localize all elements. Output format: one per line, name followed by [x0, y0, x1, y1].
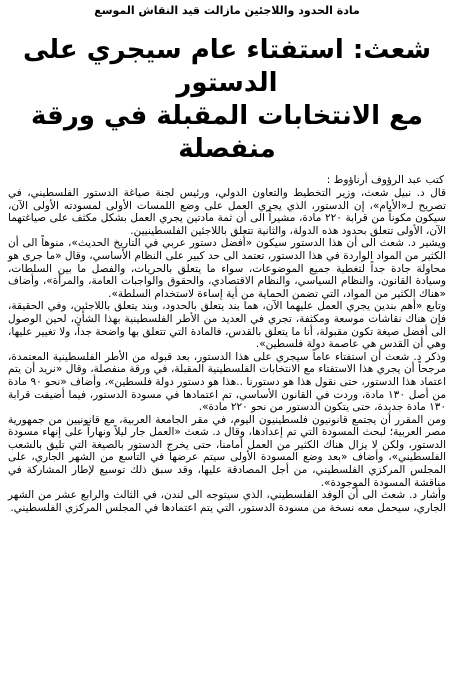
article-kicker: مادة الحدود واللاجئين مازالت قيد النقاش الموسع [94, 4, 360, 17]
article-headline [8, 34, 446, 166]
article-paragraph-4: وذكر د. شعث أن استفتاء عاماً سيجري على هذا الدستور، بعد قبوله من الأطر الفلسطينية المعتمدة، مرجحاً أن يجري هذا الاستفتاء مع الانتخابات الفلسطينية المقبلة، في ورقة منفصلة، وقال «نريد أن يتم اعتماد هذا الدستور، حتى نقول هذا هو دستورنا ..هذا هو دستور دولة فلسطين»، وأضاف «نحو ٩٠ مادة من أصل ١٣٠ مادة، وردت في القانون الأساسي، تم اعتمادها في مسودة الدستور، فيما أضيفت قرابة ١٣٠ مادة جديدة، حتى يتكون الدستور من نحو ٢٢٠ مادة». [8, 350, 446, 414]
headline-line-2: مع الانتخابات المقبلة في ورقة منفصلة [31, 101, 423, 164]
article-body [8, 187, 446, 514]
article-paragraph-5: ومن المقرر أن يجتمع قانونيون فلسطينيون اليوم، في مقر الجامعة العربية، مع قانونيين من جمهورية مصر العربية؛ لبحث المسودة التي تم إعدادها، وقال د. شعث «العمل جار ليلاً ونهاراً على إنهاء مسودة الدستور، ولكن لا يزال هناك الكثير من العمل أمامنا، حتى يخرج الدستور بالصيغة التي تليق بالشعب الفلسطيني»، وأضاف «بعد وضع المسودة الأولى سيتم عرضها في التاسع من الشهر الجاري، على المجلس المركزي الفلسطيني، من أجل المصادقة عليها، وقد سبق ذلك توسيع لإطار المشاركة في مناقشة المسودة الموجودة». [8, 413, 446, 489]
headline-line-1: شعث: استفتاء عام سيجري على الدستور [22, 35, 432, 98]
article-paragraph-1: قال د. نبيل شعث، وزير التخطيط والتعاون الدولي، ورئيس لجنة صياغة الدستور الفلسطيني، في تصريح لـ«الأيام»، إن الدستور، الذي يجري العمل على وضع اللمسات الأولى لمسودته الأولى الآن، سيكون مكوناً من قرابة ٢٢٠ مادة، مشيراً الى أن ثمة مادتين يجري العمل بشكل مكثف على صياغتهما الآن، الأولى تتعلق بحدود هذه الدولة، والثانية تتعلق باللاجئين الفلسطينيين. [8, 187, 446, 237]
article-paragraph-6: وأشار د. شعث الى أن الوفد الفلسطيني، الذي سيتوجه الى لندن، في الثالث والرابع عشر من الشهر الجاري، سيحمل معه نسخة من مسودة الدستور، التي يتم اعتمادها في المجلس المركزي الفلسطيني. [8, 489, 446, 514]
article-byline: كتب عبد الرؤوف أرناؤوط : [326, 174, 444, 186]
article-paragraph-3: وتابع «أهم بندين يجري العمل عليهما الآن، هما بند يتعلق بالحدود، وبند يتعلق باللاجئين، وفي الحقيقة، فإن هناك نقاشات موسعة ومكثفة، تجري في العديد من الأطر الفلسطينية بهذا الشأن، لحين الوصول الى أفضل صيغة تكون مقبولة، أنا ما يتعلق بالقدس، فالمادة التي تتعلق بها واضحة جداً، ولا تغيير عليها، وهي أن القدس هي عاصمة دولة فلسطين». [8, 300, 446, 351]
article-paragraph-2: ويشير د. شعث الى أن هذا الدستور سيكون «أفضل دستور عربي في التاريخ الحديث»، منوهاً الى أن الكثير من المواد الواردة في هذا الدستور، تعتمد الى حد كبير على النظام الأساسي، وقال «ما جرى هو محاولة جادة جداً لتغطية جميع الموضوعات، سواء ما يتعلق بالحريات، والفصل ما بين السلطات، وسيادة القانون، والنظام السياسي، والنظام الاقتصادي، والحقوق والواجبات العامة، والمرأة»، وأضاف «هناك الكثير من المواد، التي تضمن الحماية من أية إساءة لاستخدام السلطة». [8, 237, 446, 300]
